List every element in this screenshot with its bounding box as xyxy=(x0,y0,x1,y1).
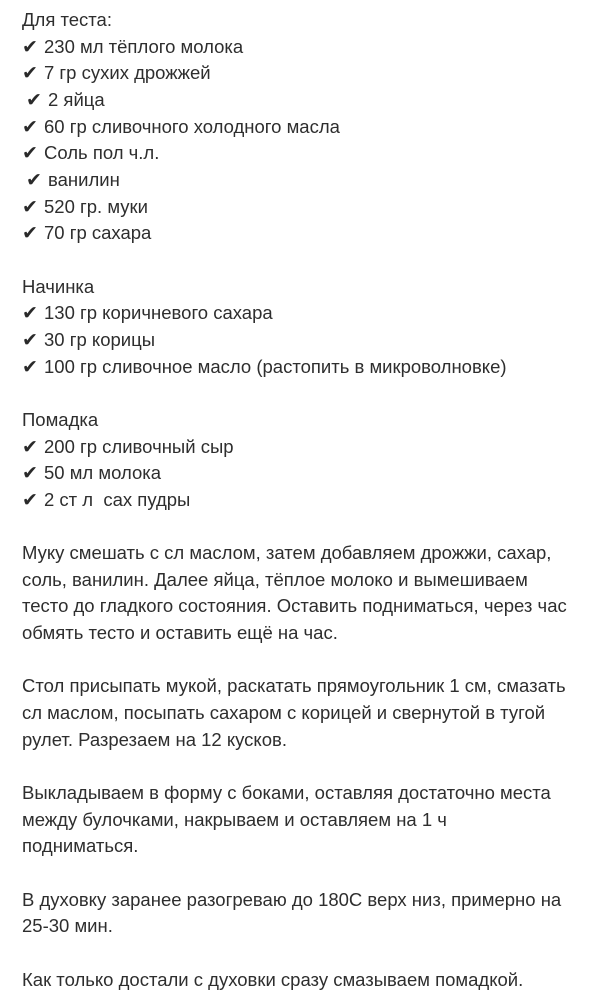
check-icon xyxy=(22,220,44,247)
section-title: Помадка xyxy=(22,408,99,430)
section-title: Начинка xyxy=(22,275,95,297)
frosting-section xyxy=(22,407,600,514)
ingredient-text: 200 гр сливочный сыр xyxy=(44,435,234,457)
ingredient-text: Соль пол ч.л. xyxy=(44,142,160,164)
step-line: Выкладываем в форму с боками, оставляя достаточно места xyxy=(22,782,551,804)
blank-line xyxy=(22,940,600,967)
filling-section xyxy=(22,274,600,381)
step-line: Стол присыпать мукой, раскатать прямоугольник 1 см, смазать xyxy=(22,675,566,697)
step-paragraph xyxy=(22,780,600,860)
blank-line xyxy=(22,380,600,407)
check-icon xyxy=(22,487,44,514)
ingredient-item xyxy=(22,87,596,114)
ingredient-item xyxy=(22,354,596,381)
ingredient-item xyxy=(22,434,596,461)
step-line: обмять тесто и оставить ещё на час. xyxy=(22,622,338,644)
ingredient-item xyxy=(22,60,596,87)
check-icon xyxy=(22,114,44,141)
ingredient-item xyxy=(22,327,596,354)
step-line: тесто до гладкого состояния. Оставить подниматься, через час xyxy=(22,595,567,617)
step-line: соль, ванилин. Далее яйца, тёплое молоко и вымешиваем xyxy=(22,568,528,590)
ingredient-text: 60 гр сливочного холодного масла xyxy=(44,115,340,137)
ingredient-text: 7 гр сухих дрожжей xyxy=(44,62,211,84)
ingredient-text: 2 ст л сах пудры xyxy=(44,488,191,510)
ingredient-text: 520 гр. муки xyxy=(44,195,148,217)
blank-line xyxy=(22,647,600,674)
step-line: рулет. Разрезаем на 12 кусков. xyxy=(22,728,287,750)
check-icon xyxy=(26,167,48,194)
ingredient-item xyxy=(22,300,596,327)
ingredient-item xyxy=(22,220,596,247)
ingredient-text: ванилин xyxy=(48,168,120,190)
ingredient-item xyxy=(22,167,596,194)
blank-line xyxy=(22,860,600,887)
check-icon xyxy=(22,60,44,87)
blank-line xyxy=(22,513,600,540)
check-icon xyxy=(22,34,44,61)
dough-section xyxy=(22,7,600,247)
check-icon xyxy=(22,327,44,354)
step-line: 25-30 мин. xyxy=(22,915,113,937)
step-paragraph xyxy=(22,887,600,940)
step-paragraph xyxy=(22,540,600,647)
ingredient-text: 2 яйца xyxy=(48,88,105,110)
ingredient-item xyxy=(22,34,596,61)
blank-line xyxy=(22,753,600,780)
section-title: Для теста: xyxy=(22,9,112,30)
step-line: сл маслом, посыпать сахаром с корицей и свернутой в тугой xyxy=(22,702,546,724)
ingredient-text: 230 мл тёплого молока xyxy=(44,35,244,57)
check-icon xyxy=(22,140,44,167)
check-icon xyxy=(26,87,48,114)
ingredient-text: 70 гр сахара xyxy=(44,222,152,244)
step-line: Муку смешать с сл маслом, затем добавляем дрожжи, сахар, xyxy=(22,542,552,564)
ingredient-item xyxy=(22,140,596,167)
ingredient-text: 30 гр корицы xyxy=(44,328,155,350)
step-line: подниматься. xyxy=(22,835,139,857)
step-line: Как только достали с духовки сразу смазываем помадкой. xyxy=(22,968,524,990)
ingredient-text: 100 гр сливочное масло (растопить в микроволновке) xyxy=(44,355,507,377)
check-icon xyxy=(22,434,44,461)
ingredient-item xyxy=(22,487,596,514)
check-icon xyxy=(22,300,44,327)
step-paragraph xyxy=(22,673,600,753)
check-icon xyxy=(22,194,44,221)
step-line: В духовку заранее разогреваю до 180С верх низ, примерно на xyxy=(22,888,562,910)
ingredient-item xyxy=(22,194,596,221)
ingredient-item xyxy=(22,114,596,141)
blank-line xyxy=(22,247,600,274)
ingredient-text: 50 мл молока xyxy=(44,462,162,484)
step-line: между булочками, накрываем и оставляем на 1 ч xyxy=(22,808,447,830)
step-paragraph xyxy=(22,967,600,994)
check-icon xyxy=(22,460,44,487)
ingredient-text: 130 гр коричневого сахара xyxy=(44,302,273,324)
ingredient-item xyxy=(22,460,596,487)
check-icon xyxy=(22,354,44,381)
